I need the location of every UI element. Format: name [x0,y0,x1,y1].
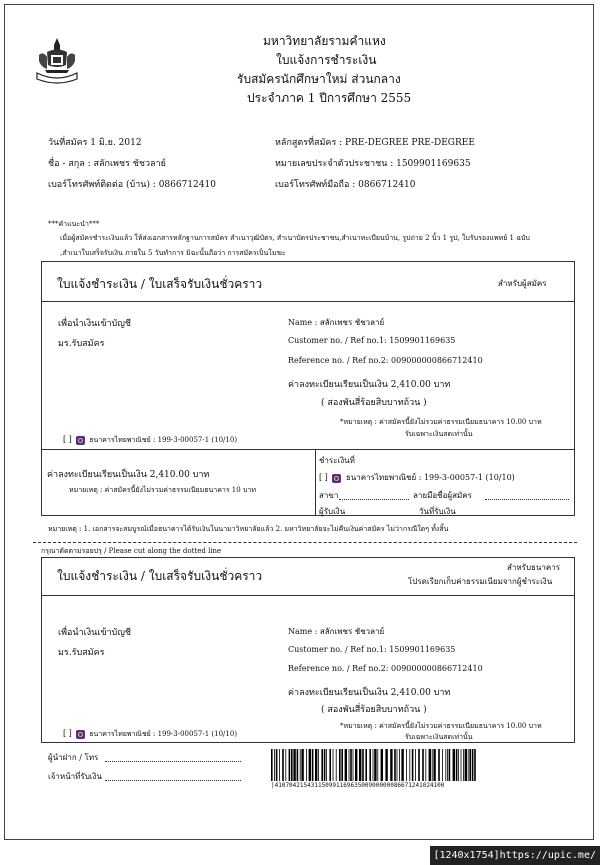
slip1-signature-label: ลายมือชื่อผู้สมัคร [413,491,472,500]
barcode-bar [365,749,367,781]
depositor-label: ผู้นำฝาก / โทร [48,753,99,762]
barcode-bar [301,749,303,781]
barcode-bar [432,749,433,781]
slip1-branch-label: สาขา [319,491,339,500]
slip1-name: Name : สลักเพชร ชัชวลาย์ [288,318,385,327]
barcode-bar [355,749,357,781]
barcode-bar [453,749,455,781]
barcode-bar [438,749,440,781]
mobile-phone: เบอร์โทรศัพท์มือถือ : 0866712410 [275,180,416,190]
barcode-bar [415,749,416,781]
slip1-ref2: Reference no. / Ref no.2: 009000000866712410 [288,356,483,365]
barcode-bar [350,749,352,781]
slip1-ref1: Customer no. / Ref no.1: 1509901169635 [288,336,456,345]
barcode-bar [409,749,410,781]
barcode-bar [469,749,471,781]
barcode-bar [374,749,376,781]
barcode-bar [315,749,317,781]
barcode-bar [309,749,311,781]
program: หลักสูตรที่สมัคร : PRE-DEGREE PRE-DEGREE [275,138,475,148]
notice-line-1: เมื่อผู้สมัครชำระเงินแล้ว ให้ส่งเอกสารหลักฐานการสมัคร สำเนาวุฒิบัตร, สำเนาบัตรประชาชน,สำเนาทะเบียนบ้าน, รูปถ่าย 2 นิ้ว 1 รูป, ใบรับรองแพทย์ 1 ฉบับ [60,234,530,242]
slip2-deposit-label: เพื่อนำเงินเข้าบัญชี [58,628,132,638]
slip2-for-whom-2: โปรดเรียกเก็บค่าธรรมเนียมจากผู้ชำระเงิน [408,577,553,586]
barcode-bar [458,749,459,781]
slip1-amount: ค่าลงทะเบียนเรียนเป็นเงิน 2,410.00 บาท [288,380,451,390]
barcode-bar [447,749,448,781]
barcode-bar [369,749,371,781]
barcode-bar [429,749,431,781]
barcode-bar [326,749,327,781]
barcode-bar [373,749,374,781]
slip1-note-1: *หมายเหตุ : ค่าสมัครนี้ยังไม่รวมค่าธรรมเนียมธนาคาร 10.00 บาท [340,418,542,426]
document-title: ใบแจ้งการชำระเงิน [276,53,377,67]
slip1-receive-date-label: วันที่รับเงิน [419,507,456,516]
payment-document [4,4,594,840]
cut-line [33,542,577,543]
barcode-bar [390,749,392,781]
barcode-bar [291,749,293,781]
scb-bank-logo-icon [76,730,85,739]
slip2-name: Name : สลักเพชร ชัชวลาย์ [288,627,385,636]
barcode-bar [306,749,307,781]
barcode-bar [381,749,383,781]
barcode-bar [324,749,326,781]
barcode-bar [297,749,299,781]
slip1-bank-line: [ ] ธนาคารไทยพาณิชย์ : 199-3-00057-1 (10/10) [63,435,238,444]
barcode-bar [339,749,341,781]
barcode-bar [418,749,420,781]
university-name: มหาวิทยาลัยรามคำแหง [263,34,386,48]
cut-line-label: กรุณาตัดตามรอยปรุ / Please cut along the dotted line [41,547,222,555]
barcode-bar [282,749,284,781]
semester-line: ประจำภาค 1 ปีการศึกษา 2555 [247,91,412,105]
barcode-bar [353,749,354,781]
barcode-bar [463,749,464,781]
barcode-bar [300,749,301,781]
barcode-bar [385,749,387,781]
apply-date: วันที่สมัคร 1 มิ.ย. 2012 [48,138,142,148]
slip2-note-2: รับเฉพาะเงินสดเท่านั้น [405,733,473,741]
barcode-bar [333,749,334,781]
barcode-bar [422,749,424,781]
barcode-bar [345,749,347,781]
barcode-bar [456,749,458,781]
barcode-bar [359,749,361,781]
barcode-bar [276,749,278,781]
slip1-note-2: รับเฉพาะเงินสดเท่านั้น [405,430,473,438]
barcode-bar [321,749,323,781]
barcode-bar [289,749,291,781]
barcode-bar [318,749,319,781]
image-footer: [1240x1754]https://upic.me/ [430,846,600,865]
slip1-deposit-label: เพื่อนำเงินเข้าบัญชี [58,319,132,329]
barcode-bar [406,749,407,781]
slip1-bottom-note: หมายเหตุ : ค่าสมัครนี้ยังไม่รวมค่าธรรมเนียมธนาคาร 10 บาท [69,486,256,494]
barcode-bar [399,749,400,781]
barcode-bar [468,749,469,781]
slip1-bottom-amount: ค่าลงทะเบียนเรียนเป็นเงิน 2,410.00 บาท [47,470,210,480]
barcode-bar [449,749,451,781]
barcode-bar [442,749,443,781]
barcode-bar [349,749,350,781]
slip1-pay-at: ชำระเงินที่ [319,456,355,465]
notice-line-2: ,สำเนาใบเสร็จรับเงิน ภายใน 5 วันทำการ มิฉะนั้นถือว่า การสมัครเป็นโมฆะ [60,249,286,257]
scb-bank-logo-icon [332,474,341,483]
barcode-bar [397,749,398,781]
citizen-id: หมายเลขประจำตัวประชาชน : 1509901169635 [275,159,471,169]
payment-barcode [271,749,477,781]
slip1-title: ใบแจ้งชำระเงิน / ใบเสร็จรับเงินชั่วคราว [57,277,263,291]
slip2-ref2: Reference no. / Ref no.2: 009000000866712410 [288,664,483,673]
slip1-pay-bank-line: [ ] ธนาคารไทยพาณิชย์ : 199-3-00057-1 (10/10) [319,473,515,482]
slip1-receiver-label: ผู้รับเงิน [319,507,346,516]
barcode-bar [394,749,396,781]
slip2-account-name: มร.รับสมัคร [58,648,105,658]
barcode-bar [271,749,273,781]
barcode-bar [285,749,286,781]
barcode-bar [362,749,364,781]
barcode-bar [312,749,314,781]
slip2-note-1: *หมายเหตุ : ค่าสมัครนี้ยังไม่รวมค่าธรรมเนียมธนาคาร 10.00 บาท [340,722,542,730]
barcode-bar [445,749,446,781]
slip2-for-whom: สำหรับธนาคาร [507,563,561,572]
scb-bank-logo-icon [76,436,85,445]
document-subtitle: รับสมัครนักศึกษาใหม่ ส่วนกลาง [237,72,401,86]
notice-title: ***คำแนะนำ*** [48,220,100,228]
slip1-for-whom: สำหรับผู้สมัคร [498,279,547,288]
barcode-bar [433,749,435,781]
barcode-bar [461,749,462,781]
slip2-amount: ค่าลงทะเบียนเรียนเป็นเงิน 2,410.00 บาท [288,688,451,698]
barcode-bar [472,749,474,781]
barcode-bar [401,749,403,781]
barcode-bar [279,749,280,781]
barcode-bar [377,749,378,781]
barcode-bar [425,749,426,781]
barcode-text: |41070421543115099116963500900000086671241024100 [271,782,445,789]
remarks: หมายเหตุ : 1. เอกสารจะสมบูรณ์เมื่อธนาคารได้รับเงินในนามาวิทยาลัยแล้ว 2. มหาวิทยาลัยจะไม่คืนเงินค่าสมัคร ไม่ว่ากรณีใดๆ ทั้งสิ้น [48,525,449,533]
barcode-bar [465,749,467,781]
slip2-ref1: Customer no. / Ref no.1: 1509901169635 [288,645,456,654]
barcode-bar [274,749,275,781]
slip1-amount-words: ( สองพันสี่ร้อยสิบบาทถ้วน ) [321,398,427,408]
applicant-name: ชื่อ - สกุล : สลักเพชร ชัชวลาย์ [48,159,166,169]
slip2-bank-line: [ ] ธนาคารไทยพาณิชย์ : 199-3-00057-1 (10/10) [63,729,238,738]
barcode-bar [341,749,343,781]
slip2-title: ใบแจ้งชำระเงิน / ใบเสร็จรับเงินชั่วคราว [57,569,263,583]
barcode-bar [474,749,476,781]
barcode-bar [329,749,331,781]
slip2-amount-words: ( สองพันสี่ร้อยสิบบาทถ้วน ) [321,705,427,715]
officer-label: เจ้าหน้าที่รับเงิน [48,772,102,781]
barcode-bar [336,749,337,781]
slip1-account-name: มร.รับสมัคร [58,339,105,349]
barcode-bar [293,749,295,781]
university-seal-icon [33,35,81,87]
home-phone: เบอร์โทรศัพท์ติดต่อ (บ้าน) : 0866712410 [48,180,216,190]
barcode-bar [412,749,414,781]
